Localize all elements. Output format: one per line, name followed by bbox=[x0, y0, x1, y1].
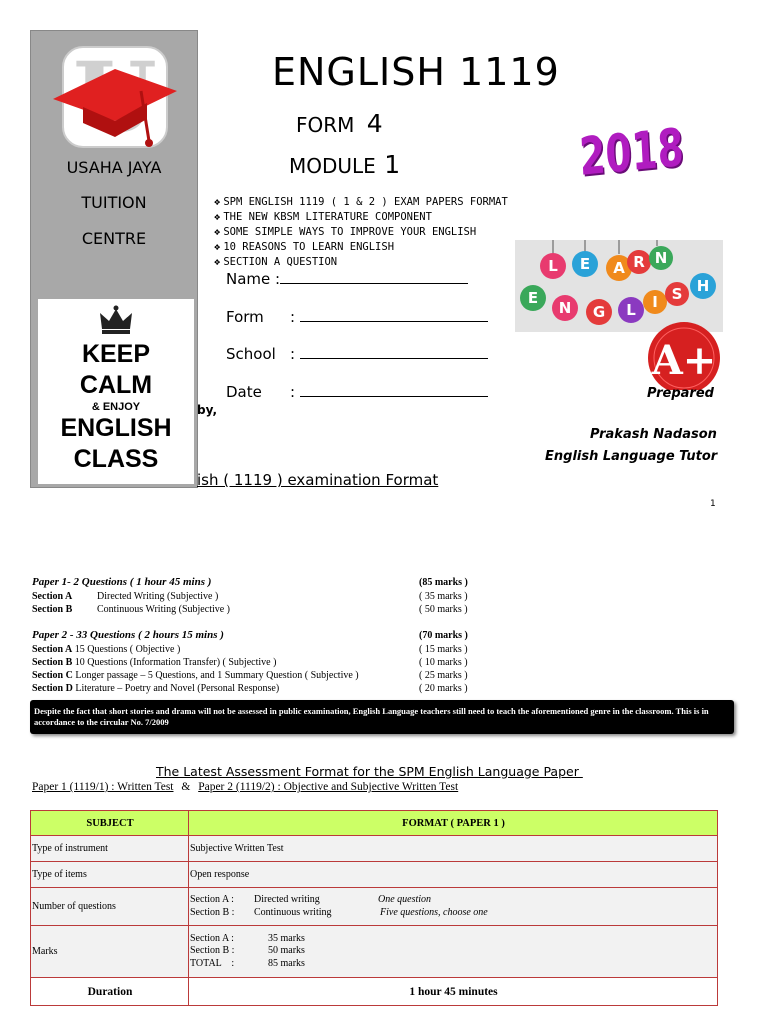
learn-letter: N bbox=[558, 299, 572, 317]
centre-name-line-1: USAHA JAYA bbox=[66, 158, 162, 177]
paper-1-link[interactable]: Paper 1 (1119/1) : Written Test bbox=[32, 781, 174, 793]
module-number: 1 bbox=[384, 150, 401, 179]
name-field[interactable] bbox=[226, 270, 468, 288]
question-type: Directed writing bbox=[254, 893, 320, 905]
section-marks: ( 50 marks ) bbox=[419, 604, 468, 615]
question-section: Section A : bbox=[190, 893, 234, 905]
row-value: 1 hour 45 minutes bbox=[189, 978, 718, 1006]
table-row bbox=[31, 862, 718, 888]
paper-2-title: Paper 2 - 33 Questions ( 2 hours 15 mins ) bbox=[32, 629, 224, 641]
section-desc: Directed Writing (Subjective ) bbox=[97, 591, 219, 602]
centre-name-line-3: CENTRE bbox=[81, 229, 147, 248]
graduation-logo-icon bbox=[45, 41, 183, 159]
table-header-row bbox=[31, 811, 718, 836]
module-heading bbox=[289, 150, 400, 179]
form-label: FORM bbox=[296, 113, 355, 137]
school-field-line[interactable] bbox=[300, 346, 488, 359]
topic-item: ❖ SECTION A QUESTION bbox=[214, 255, 508, 270]
table-row bbox=[31, 888, 718, 926]
circular-note-text: Despite the fact that short stories and drama will not be assessed in public examination, English Language teachers still need to teach the aforementioned genre in the classroom. This is in accordance to the circular No. 7/2009 bbox=[34, 706, 709, 727]
question-section: Section B : bbox=[190, 906, 235, 918]
paper-links bbox=[32, 781, 458, 793]
paper-2-marks: (70 marks ) bbox=[419, 630, 468, 641]
marks-section: Section A : bbox=[190, 932, 234, 944]
topic-item: ❖ THE NEW KBSM LITERATURE COMPONENT bbox=[214, 210, 508, 225]
name-field-label: Name : bbox=[226, 270, 281, 288]
learn-letter: N bbox=[654, 249, 668, 267]
keep-calm-line-4: ENGLISH bbox=[60, 414, 172, 442]
keep-calm-poster bbox=[38, 299, 194, 484]
keep-calm-line-1: KEEP bbox=[81, 340, 151, 368]
section-marks: ( 20 marks ) bbox=[419, 683, 468, 694]
school-field-colon: : bbox=[290, 345, 296, 363]
learn-letter: E bbox=[527, 289, 539, 307]
crown-icon bbox=[98, 305, 134, 335]
topic-item: ❖ 10 REASONS TO LEARN ENGLISH bbox=[214, 240, 508, 255]
learn-letter: E bbox=[579, 255, 591, 273]
form-field-line[interactable] bbox=[300, 309, 488, 322]
side-panel bbox=[30, 30, 198, 488]
form-field-label: Form bbox=[226, 308, 264, 326]
name-field-line[interactable] bbox=[280, 271, 468, 284]
section-label: Section B bbox=[32, 657, 73, 668]
section-marks: ( 25 marks ) bbox=[419, 670, 468, 681]
prepared-by-tail: by, bbox=[197, 403, 218, 417]
topic-list bbox=[214, 195, 508, 270]
section-label: Section C bbox=[32, 670, 73, 681]
marks-value: 50 marks bbox=[268, 945, 305, 957]
table-row bbox=[31, 926, 718, 978]
paper-2-link[interactable]: Paper 2 (1119/2) : Objective and Subjective Written Test bbox=[198, 781, 459, 793]
learn-english-image bbox=[515, 240, 723, 332]
section-label: Section A bbox=[32, 591, 73, 602]
learn-letter: L bbox=[548, 257, 558, 275]
learn-letter: L bbox=[626, 301, 636, 319]
learn-letter: H bbox=[696, 277, 710, 295]
section-marks: ( 35 marks ) bbox=[419, 591, 468, 602]
date-field[interactable] bbox=[226, 383, 488, 401]
author-role: English Language Tutor bbox=[545, 449, 718, 464]
learn-letter: I bbox=[652, 293, 658, 311]
marks-section: Section B : bbox=[190, 945, 235, 957]
date-field-line[interactable] bbox=[300, 384, 488, 397]
year-badge: 2018 bbox=[578, 117, 685, 188]
a-plus-badge-icon bbox=[644, 322, 722, 390]
section-desc: 15 Questions ( Objective ) bbox=[74, 644, 181, 655]
page-title: ENGLISH 1119 bbox=[272, 50, 560, 94]
marks-section: TOTAL : bbox=[190, 957, 235, 969]
format-table bbox=[30, 810, 718, 1006]
form-number: 4 bbox=[366, 109, 383, 138]
section-marks: ( 15 marks ) bbox=[419, 644, 468, 655]
section-label: Section D bbox=[32, 683, 73, 694]
author-name: Prakash Nadason bbox=[590, 427, 717, 442]
header-format: FORMAT ( PAPER 1 ) bbox=[189, 811, 718, 836]
learn-letter: S bbox=[671, 285, 683, 303]
row-value bbox=[189, 926, 718, 978]
school-field[interactable] bbox=[226, 345, 488, 363]
row-label: Type of items bbox=[31, 862, 189, 888]
keep-calm-line-5: CLASS bbox=[73, 445, 159, 473]
module-label: MODULE bbox=[289, 154, 376, 178]
question-note: Five questions, choose one bbox=[380, 906, 488, 918]
ampersand: & bbox=[181, 781, 191, 793]
assessment-title: The Latest Assessment Format for the SPM English Language Paper bbox=[156, 764, 583, 779]
row-label: Duration bbox=[31, 978, 189, 1006]
keep-calm-line-3: & ENJOY bbox=[91, 401, 141, 413]
paper-2-summary bbox=[32, 629, 482, 695]
a-plus-text: A+ bbox=[651, 337, 717, 384]
keep-calm-line-2: CALM bbox=[79, 371, 153, 399]
centre-name-line-2: TUITION bbox=[81, 193, 147, 212]
row-label: Number of questions bbox=[31, 888, 189, 926]
format-heading: ish ( 1119 ) examination Format bbox=[197, 471, 439, 489]
form-field[interactable] bbox=[226, 308, 488, 326]
table-row bbox=[31, 978, 718, 1006]
marks-value: 35 marks bbox=[268, 932, 305, 944]
learn-english-bubbles-icon bbox=[515, 240, 723, 332]
date-field-label: Date bbox=[226, 383, 262, 401]
circular-note bbox=[30, 700, 734, 734]
paper-1-summary bbox=[32, 576, 482, 616]
row-label: Marks bbox=[31, 926, 189, 978]
page-number: 1 bbox=[710, 499, 716, 509]
paper-1-title: Paper 1- 2 Questions ( 1 hour 45 mins ) bbox=[32, 576, 212, 588]
paper-1-marks: (85 marks ) bbox=[419, 577, 468, 588]
question-note: One question bbox=[378, 893, 432, 905]
topic-item: ❖ SPM ENGLISH 1119 ( 1 & 2 ) EXAM PAPERS FORMAT bbox=[214, 195, 508, 210]
learn-letter: R bbox=[633, 253, 645, 271]
header-subject: SUBJECT bbox=[31, 811, 189, 836]
section-label: Section A bbox=[32, 644, 73, 655]
table-row bbox=[31, 836, 718, 862]
prepared-label: Prepared bbox=[647, 386, 714, 401]
topic-item: ❖ SOME SIMPLE WAYS TO IMPROVE YOUR ENGLISH bbox=[214, 225, 508, 240]
section-desc: Continuous Writing (Subjective ) bbox=[97, 604, 231, 615]
form-heading bbox=[296, 109, 383, 138]
question-type: Continuous writing bbox=[254, 906, 332, 918]
section-desc: Literature – Poetry and Novel (Personal Response) bbox=[75, 683, 280, 694]
school-field-label: School bbox=[226, 345, 276, 363]
section-marks: ( 10 marks ) bbox=[419, 657, 468, 668]
section-desc: 10 Questions (Information Transfer) ( Subjective ) bbox=[74, 657, 277, 668]
section-desc: Longer passage – 5 Questions, and 1 Summary Question ( Subjective ) bbox=[75, 670, 359, 681]
row-value bbox=[189, 888, 718, 926]
learn-letter: G bbox=[592, 303, 606, 321]
marks-value: 85 marks bbox=[268, 957, 305, 969]
row-label: Type of instrument bbox=[31, 836, 189, 862]
row-value: Open response bbox=[189, 862, 718, 888]
row-value: Subjective Written Test bbox=[189, 836, 718, 862]
learn-letter: A bbox=[613, 259, 625, 277]
section-label: Section B bbox=[32, 604, 73, 615]
date-field-colon: : bbox=[290, 383, 296, 401]
form-field-colon: : bbox=[290, 308, 296, 326]
